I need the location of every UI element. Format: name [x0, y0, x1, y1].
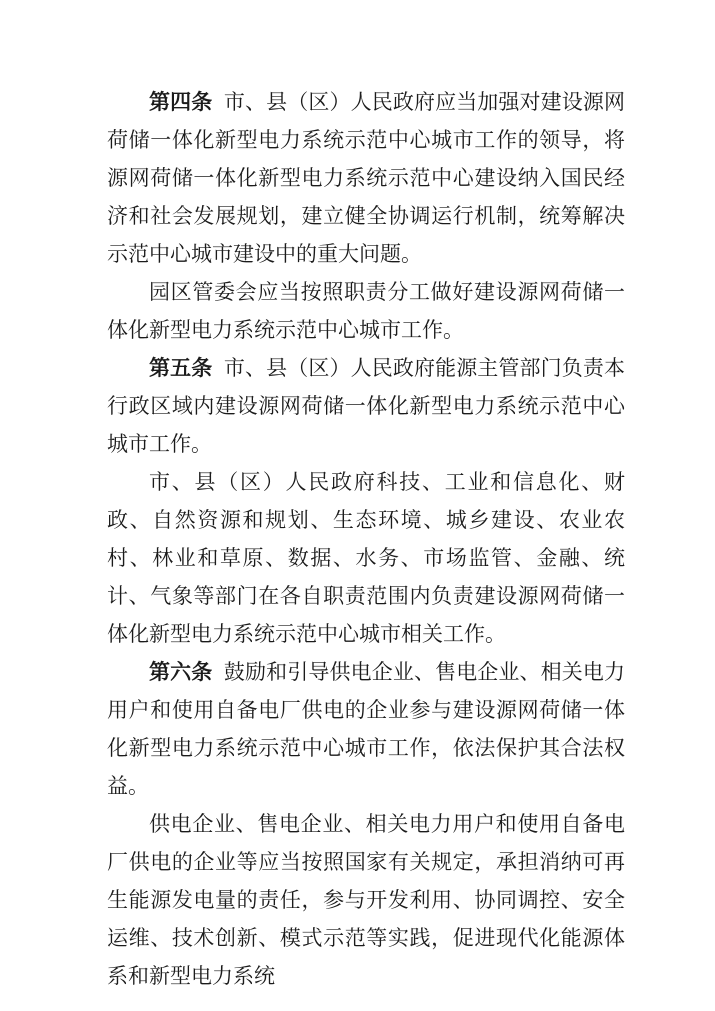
article-4-clause-2-text: 园区管委会应当按照职责分工做好建设源网荷储一体化新型电力系统示范中心城市工作。 [107, 281, 625, 342]
paragraph-article-6 [107, 654, 625, 806]
paragraph-article-4-clause-2 [107, 274, 625, 350]
article-4-text: 市、县（区）人民政府应当加强对建设源网荷储一体化新型电力系统示范中心城市工作的领导，将源网荷储一体化新型电力系统示范中心建设纳入国民经济和社会发展规划，建立健全协调运行机制，统筹解决示范中心城市建设中的重大问题。 [107, 91, 626, 266]
paragraph-article-5 [107, 350, 625, 464]
paragraph-article-4 [107, 84, 625, 274]
article-6-number: 第六条 [149, 661, 213, 684]
article-6-clause-2-text: 供电企业、售电企业、相关电力用户和使用自备电厂供电的企业等应当按照国家有关规定，承担消纳可再生能源发电量的责任，参与开发利用、协同调控、安全运维、技术创新、模式示范等实践，促进现代化能源体系和新型电力系统 [107, 813, 625, 988]
document-body [107, 84, 625, 996]
article-4-number: 第四条 [149, 91, 213, 114]
article-6-text: 鼓励和引导供电企业、售电企业、相关电力用户和使用自备电厂供电的企业参与建设源网荷储一体化新型电力系统示范中心城市工作，依法保护其合法权益。 [107, 661, 626, 798]
paragraph-article-5-clause-2 [107, 464, 625, 654]
paragraph-article-6-clause-2 [107, 806, 625, 996]
article-5-number: 第五条 [149, 357, 213, 380]
article-5-clause-2-text: 市、县（区）人民政府科技、工业和信息化、财政、自然资源和规划、生态环境、城乡建设、农业农村、林业和草原、数据、水务、市场监管、金融、统计、气象等部门在各自职责范围内负责建设源网荷储一体化新型电力系统示范中心城市相关工作。 [107, 471, 625, 646]
article-5-text: 市、县（区）人民政府能源主管部门负责本行政区域内建设源网荷储一体化新型电力系统示范中心城市工作。 [107, 357, 626, 456]
